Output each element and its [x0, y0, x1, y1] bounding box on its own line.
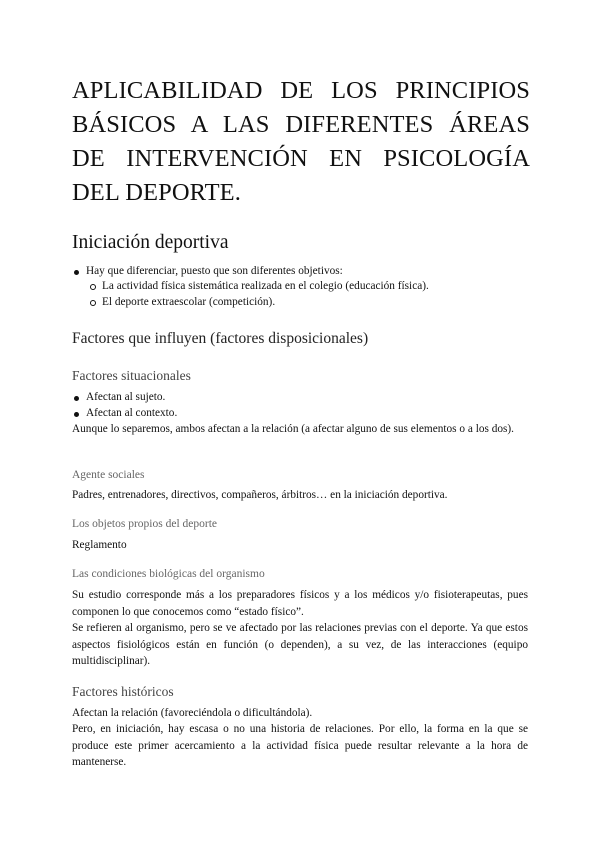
- paragraph: Afectan la relación (favoreciéndola o dificultándola).: [72, 707, 313, 719]
- list-item: Hay que diferenciar, puesto que son diferentes objetivos:: [86, 265, 343, 277]
- heading-factores-que-influyen: Factores que influyen (factores disposicionales): [72, 330, 369, 347]
- document-title: APLICABILIDAD DE LOS PRINCIPIOS BÁSICOS A LAS DIFERENTES ÁREAS DE INTERVENCIÓN EN PSICOLOGÍA DEL DEPORTE.: [72, 77, 530, 206]
- bullet-icon: [74, 396, 79, 401]
- sub-list-item: El deporte extraescolar (competición).: [102, 296, 276, 308]
- paragraph: Padres, entrenadores, directivos, compañeros, árbitros… en la iniciación deportiva.: [72, 489, 448, 501]
- paragraph: Pero, en iniciación, hay escasa o no una historia de relaciones. Por ello, la forma en la que se produce este primer acercamiento a la actividad física puede resultar relevante a la hora de mantenerse.: [72, 723, 528, 768]
- paragraph: Su estudio corresponde más a los preparadores físicos y a los médicos y/o fisioterapeutas, pues componen lo que conocemos como “estado físico”.: [72, 589, 528, 618]
- circle-bullet-icon: [90, 284, 96, 290]
- paragraph: Se refieren al organismo, pero se ve afectado por las relaciones previas con el deporte. Ya que estos aspectos fisiológicos están en función (o dependen), a su vez, de las interacciones (equipo multidisciplinar).: [72, 622, 528, 667]
- heading-objetos-deporte: Los objetos propios del deporte: [72, 518, 218, 530]
- paragraph: Reglamento: [72, 539, 127, 551]
- heading-factores-situacionales: Factores situacionales: [72, 368, 191, 383]
- heading-agente-sociales: Agente sociales: [72, 469, 145, 481]
- bullet-icon: [74, 412, 79, 417]
- heading-factores-historicos: Factores históricos: [72, 684, 174, 699]
- bullet-icon: [74, 270, 79, 275]
- heading-condiciones-biologicas: Las condiciones biológicas del organismo: [72, 568, 265, 580]
- circle-bullet-icon: [90, 300, 96, 306]
- sub-list-item: La actividad física sistemática realizada en el colegio (educación física).: [102, 280, 429, 292]
- list-item: Afectan al sujeto.: [86, 391, 166, 403]
- heading-iniciacion-deportiva: Iniciación deportiva: [72, 232, 229, 253]
- paragraph: Aunque lo separemos, ambos afectan a la relación (a afectar alguno de sus elementos o a los dos).: [72, 423, 514, 435]
- list-item: Afectan al contexto.: [86, 407, 178, 419]
